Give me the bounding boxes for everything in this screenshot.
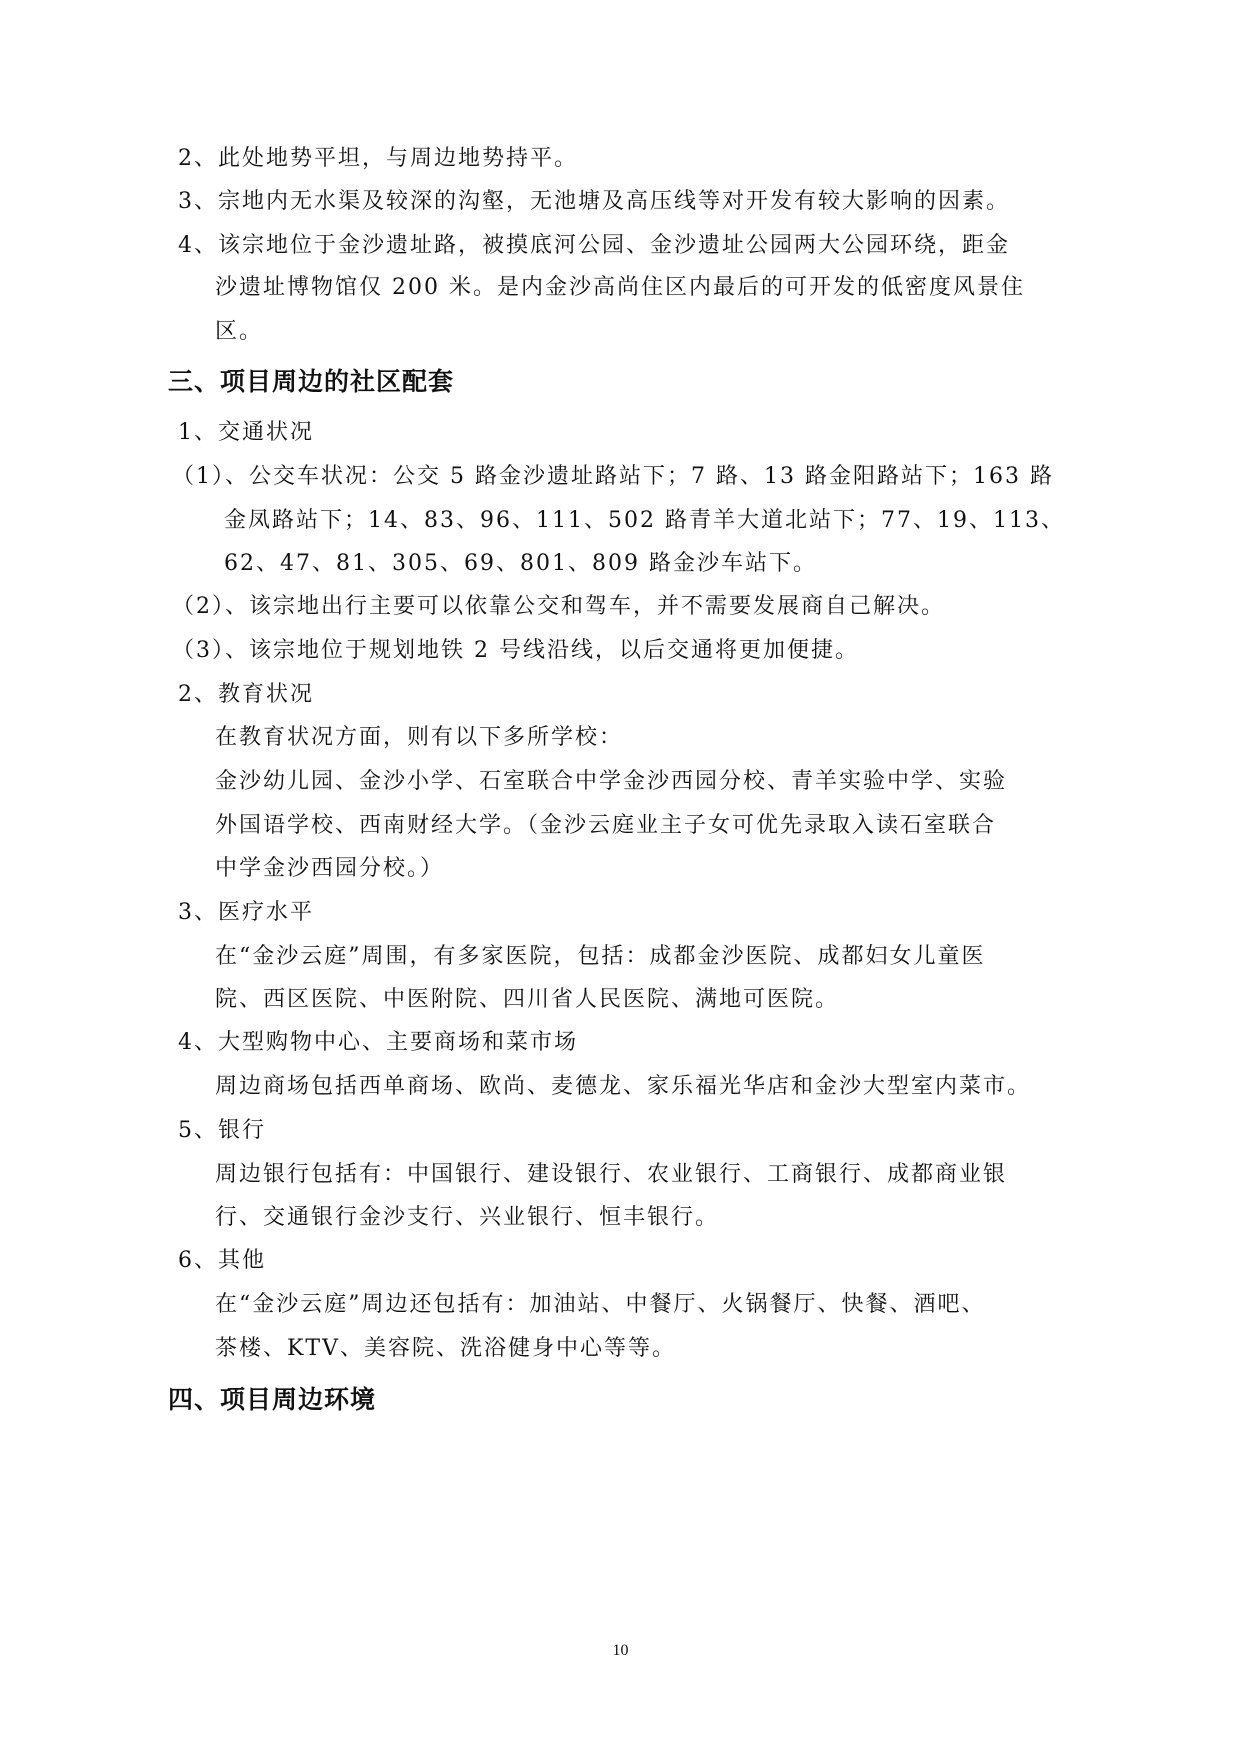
traffic-bus-line-3: 62、47、81、305、69、801、809 路金沙车站下。 (224, 551, 817, 576)
other-line-2: 茶楼、KTV、美容院、洗浴健身中心等等。 (215, 1336, 676, 1361)
list-item-4-line-3: 区。 (215, 319, 264, 344)
bank-line-2: 行、交通银行金沙支行、兴业银行、恒丰银行。 (215, 1205, 720, 1230)
education-label: 2、教育状况 (178, 682, 314, 707)
medical-line-1: 在“金沙云庭”周围，有多家医院，包括：成都金沙医院、成都妇女儿童医 (215, 944, 986, 969)
section-heading-3: 三、项目周边的社区配套 (168, 367, 455, 396)
section-heading-4: 四、项目周边环境 (168, 1385, 377, 1414)
list-item-4-line-2: 沙遗址博物馆仅 200 米。是内金沙高尚住区内最后的可开发的低密度风景住 (215, 275, 1025, 300)
other-label: 6、其他 (178, 1248, 266, 1273)
bank-label: 5、银行 (178, 1118, 266, 1143)
list-item-2: 2、此处地势平坦，与周边地势持平。 (178, 146, 578, 171)
traffic-label: 1、交通状况 (178, 420, 314, 445)
other-line-1: 在“金沙云庭”周边还包括有：加油站、中餐厅、火锅餐厅、快餐、酒吧、 (215, 1292, 986, 1317)
education-line-3: 外国语学校、西南财经大学。（金沙云庭业主子女可优先录取入读石室联合 (215, 813, 997, 838)
traffic-bus-line-1: （1）、公交车状况：公交 5 路金沙遗址路站下；7 路、13 路金阳路站下；163 路 (172, 464, 1054, 489)
education-line-2: 金沙幼儿园、金沙小学、石室联合中学金沙西园分校、青羊实验中学、实验 (215, 769, 1008, 794)
traffic-metro: （3）、该宗地位于规划地铁 2 号线沿线，以后交通将更加便捷。 (172, 638, 859, 663)
medical-line-2: 院、西区医院、中医附院、四川省人民医院、满地可医院。 (215, 987, 840, 1012)
traffic-drive: （2）、该宗地出行主要可以依靠公交和驾车，并不需要发展商自己解决。 (172, 594, 945, 619)
traffic-bus-line-2: 金凤路站下；14、83、96、111、502 路青羊大道北站下；77、19、113、 (224, 508, 1065, 533)
education-line-4: 中学金沙西园分校。） (215, 856, 445, 881)
page-number: 10 (612, 1642, 629, 1659)
list-item-4-line-1: 4、该宗地位于金沙遗址路，被摸底河公园、金沙遗址公园两大公园环绕，距金 (178, 233, 1010, 258)
shopping-line-1: 周边商场包括西单商场、欧尚、麦德龙、家乐福光华店和金沙大型室内菜市。 (215, 1074, 1032, 1099)
shopping-label: 4、大型购物中心、主要商场和菜市场 (178, 1030, 578, 1055)
list-item-3: 3、宗地内无水渠及较深的沟壑，无池塘及高压线等对开发有较大影响的因素。 (178, 189, 1010, 214)
bank-line-1: 周边银行包括有：中国银行、建设银行、农业银行、工商银行、成都商业银 (215, 1162, 1008, 1187)
education-line-1: 在教育状况方面，则有以下多所学校： (215, 725, 624, 750)
medical-label: 3、医疗水平 (178, 900, 314, 925)
